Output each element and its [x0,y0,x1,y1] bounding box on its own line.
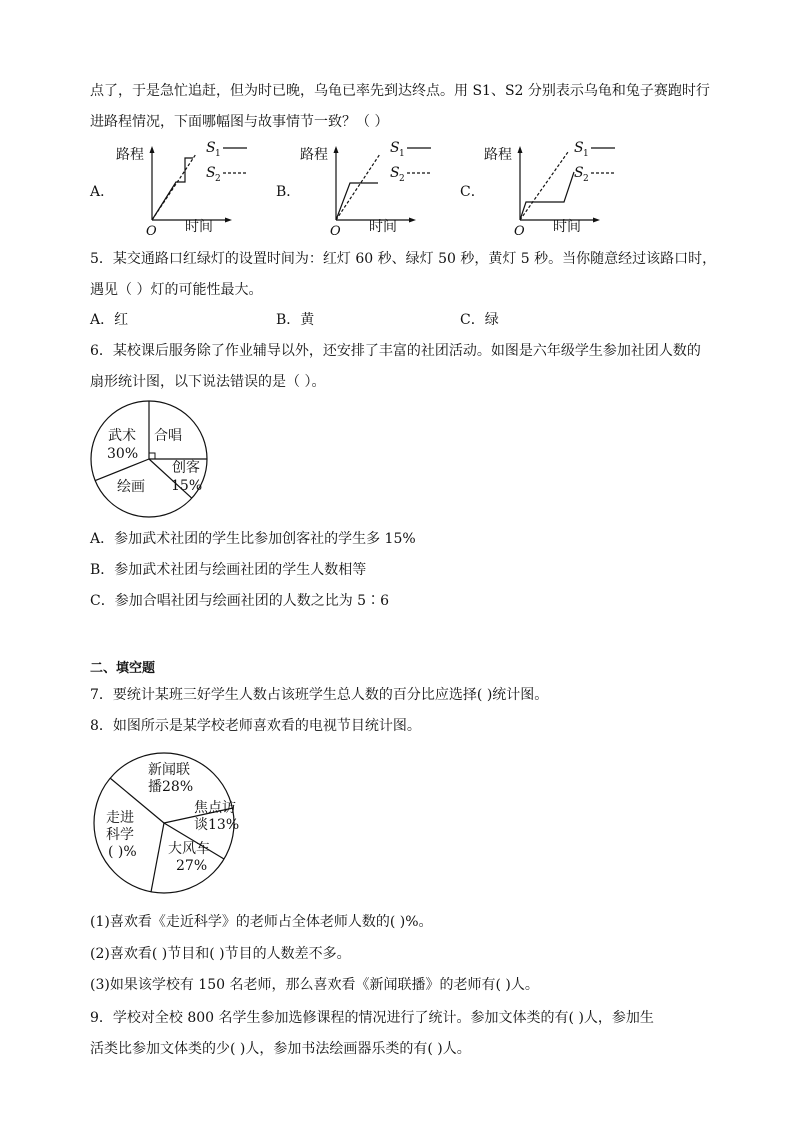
slice-pct-chuangke: 15% [171,478,203,494]
q4-graph-b[interactable] [294,138,444,238]
right-angle-mark [149,453,155,459]
section-heading: 二、填空题 [90,661,156,676]
q6-option-a[interactable]: A．参加武术社团的学生比参加创客社的学生多 15% [90,531,416,547]
s1-sub: 1 [583,149,589,159]
slice-label-hechang: 合唱 [154,428,182,444]
graph-ylabel: 路程 [484,147,512,163]
slice-label-dafeng-2: 27% [176,858,208,874]
q6-text-line1: 6．某校课后服务除了作业辅导以外，还安排了丰富的社团活动。如图是六年级学生参加社团人数的 [90,343,701,359]
y-axis-arrow [150,146,155,153]
q4-option-b-label[interactable]: B． [276,184,301,200]
q9-text-line2: 活类比参加文体类的少( )人，参加书法绘画器乐类的有( )人。 [90,1041,471,1057]
s2-label: S [206,165,216,181]
s2-label: S [390,165,400,181]
q9-text-line1: 9．学校对全校 800 名学生参加选修课程的情况进行了统计。参加文体类的有( )人，参加生 [90,1010,654,1026]
x-axis-arrow [225,218,232,223]
q4-graph-c[interactable] [478,138,628,238]
q8-pie-chart [88,752,248,897]
x-axis-arrow [593,218,600,223]
y-axis-arrow [334,146,339,153]
q5-option-a[interactable]: A．红 [90,312,129,328]
slice-label-wushu: 武术 [108,428,136,444]
graph-xlabel: 时间 [369,219,397,235]
slice-label-xinwen-2: 播28% [148,779,194,795]
s2-label: S [574,165,584,181]
s1-label: S [574,140,584,156]
q5-option-c[interactable]: C．绿 [460,312,499,328]
s1-line [520,172,574,220]
s2-sub: 2 [399,174,405,184]
q5-text-line1: 5．某交通路口红绿灯的设置时间为：红灯 60 秒、绿灯 50 秒，黄灯 5 秒。当你随意经过该路口时， [90,251,717,267]
pie-divider-left [95,459,149,481]
slice-label-zoujin-1: 走进 [106,810,134,826]
s2-line [336,154,380,220]
slice-pct-wushu: 30% [107,446,139,462]
q4-option-a-label[interactable]: A． [90,184,115,200]
y-axis-arrow [518,146,523,153]
slice-label-jiaodian-2: 谈13% [194,817,240,833]
s2-line [152,154,196,220]
q6-option-b[interactable]: B．参加武术社团与绘画社团的学生人数相等 [90,562,367,578]
q8-sub1: (1)喜欢看《走近科学》的老师占全体老师人数的( )%。 [90,914,433,930]
q4-text-line1: 点了，于是急忙追赶，但为时已晚，乌龟已率先到达终点。用 S1、S2 分别表示乌龟和兔子赛跑时行 [90,83,710,99]
q5-option-b[interactable]: B．黄 [276,312,315,328]
slice-label-jiaodian-1: 焦点访 [194,800,236,816]
q7-text: 7．要统计某班三好学生人数占该班学生总人数的百分比应选择( )统计图。 [90,687,549,703]
q8-sub2: (2)喜欢看( )节目和( )节目的人数差不多。 [90,946,351,962]
s2-sub: 2 [215,174,221,184]
q6-text-line2: 扇形统计图，以下说法错误的是（ ）。 [90,374,326,390]
graph-origin: O [330,224,341,239]
slice-label-chuangke: 创客 [172,460,200,476]
q4-option-c-label[interactable]: C． [460,184,485,200]
q6-pie-chart [88,400,218,520]
graph-xlabel: 时间 [185,219,213,235]
s1-sub: 1 [399,149,405,159]
s1-label: S [390,140,400,156]
pie-divider-4 [151,823,164,892]
q6-option-c[interactable]: C．参加合唱社团与绘画社团的人数之比为 5∶6 [90,593,389,609]
graph-ylabel: 路程 [116,147,144,163]
q8-title: 8．如图所示是某学校老师喜欢看的电视节目统计图。 [90,718,421,734]
slice-label-xinwen-1: 新闻联 [148,762,190,778]
graph-ylabel: 路程 [300,147,328,163]
graph-origin: O [146,224,157,239]
slice-label-zoujin-3: ( )% [108,844,137,860]
s2-line [520,152,568,220]
q5-text-line2: 遇见（ ）灯的可能性最大。 [90,282,263,298]
q4-graph-a[interactable] [110,138,260,238]
q8-sub3: (3)如果该学校有 150 名老师，那么喜欢看《新闻联播》的老师有( )人。 [90,977,539,993]
s2-sub: 2 [583,174,589,184]
x-axis-arrow [409,218,416,223]
s1-sub: 1 [215,149,221,159]
graph-origin: O [514,224,525,239]
s1-label: S [206,140,216,156]
slice-label-huihua: 绘画 [117,479,145,495]
slice-label-dafeng-1: 大风车 [168,841,210,857]
q4-text-line2: 进路程情况，下面哪幅图与故事情节一致？（ ） [90,114,389,130]
slice-label-zoujin-2: 科学 [106,827,134,843]
graph-xlabel: 时间 [553,219,581,235]
